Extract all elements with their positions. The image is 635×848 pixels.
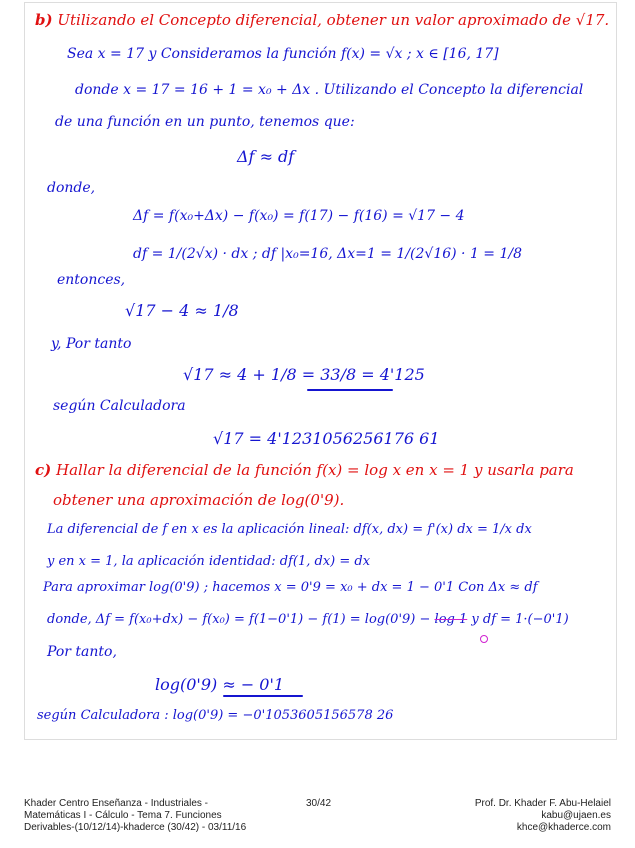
footer-email-2: khce@khaderce.com (516, 822, 611, 833)
zero-annotation-circle (480, 635, 488, 643)
footer-doc-id: Derivables-(10/12/14)-khaderce (30/42) - 03/11/16 (24, 822, 247, 833)
page-number: 30/42 (306, 798, 332, 809)
footer-subject: Matemáticas I - Cálculo - Tema 7. Funciones (24, 810, 222, 821)
line-por-tanto: y, Por tanto (51, 336, 132, 352)
line-donde-3-main: donde, Δf = f(x₀+dx) − f(x₀) = f(1−0'1) − f(1) = log(0'9) − (47, 612, 431, 627)
part-c-statement-2: obtener una aproximación de log(0'9). (53, 491, 345, 509)
line-donde-1: donde x = 17 = 16 + 1 = x₀ + Δx . Utilizando el Concepto la diferencial (75, 82, 584, 98)
line-segun-calculadora-1: según Calculadora (53, 398, 186, 414)
equation-result: √17 ≈ 4 + 1/8 = 33/8 = 4'125 (183, 365, 425, 384)
part-c-marker: c) (35, 461, 52, 479)
line-para-aproximar: Para aproximar log(0'9) ; hacemos x = 0'9 = x₀ + dx = 1 − 0'1 Con Δx ≈ df (43, 580, 538, 595)
equation-df: df = 1/(2√x) · dx ; df |x₀=16, Δx=1 = 1/(2√16) · 1 = 1/8 (133, 246, 523, 262)
footer-course: Khader Centro Enseñanza - Industriales - (24, 798, 208, 809)
line-sea: Sea x = 17 y Consideramos la función f(x) = √x ; x ∈ [16, 17] (67, 46, 499, 62)
handwritten-notes-page (24, 2, 617, 740)
equation-log-approx: log(0'9) ≈ − 0'1 (155, 675, 285, 694)
line-entonces: entonces, (57, 272, 126, 288)
footer-left (24, 798, 246, 834)
part-b-statement: Utilizando el Concepto diferencial, obtener un valor aproximado de √17. (57, 11, 610, 29)
struck-log-one: log 1 (434, 612, 468, 627)
part-c-title-1 (35, 463, 574, 478)
part-b-title (35, 13, 609, 28)
footer-email-1: kabu@ujaen.es (541, 810, 611, 821)
line-diferencial-1: La diferencial de f en x es la aplicación lineal: df(x, dx) = f'(x) dx = 1/x dx (47, 522, 532, 537)
line-donde-3-df: y df = 1·(−0'1) (471, 612, 569, 627)
line-donde-3 (47, 613, 569, 626)
result-underline (307, 389, 393, 391)
footer-author: Prof. Dr. Khader F. Abu-Helaiel (474, 798, 611, 809)
log-approx-underline (223, 695, 303, 697)
equation-sqrt-minus: √17 − 4 ≈ 1/8 (125, 301, 239, 320)
equation-approx: Δf ≈ df (237, 147, 295, 166)
equation-delta-f: Δf = f(x₀+Δx) − f(x₀) = f(17) − f(16) = √17 − 4 (133, 208, 465, 224)
line-segun-calculadora-2: según Calculadora : log(0'9) = −0'1053605156578 26 (37, 708, 394, 723)
line-diferencial-2: y en x = 1, la aplicación identidad: df(1, dx) = dx (47, 554, 371, 569)
equation-calculator-1: √17 = 4'1231056256176 61 (213, 429, 440, 448)
line-de-una-funcion: de una función en un punto, tenemos que: (55, 114, 355, 130)
part-b-marker: b) (35, 11, 53, 29)
footer-right (475, 798, 611, 834)
part-c-statement-1: Hallar la diferencial de la función f(x) = log x en x = 1 y usarla para (56, 461, 574, 479)
line-donde-2: donde, (47, 180, 96, 196)
line-por-tanto-2: Por tanto, (47, 644, 117, 660)
